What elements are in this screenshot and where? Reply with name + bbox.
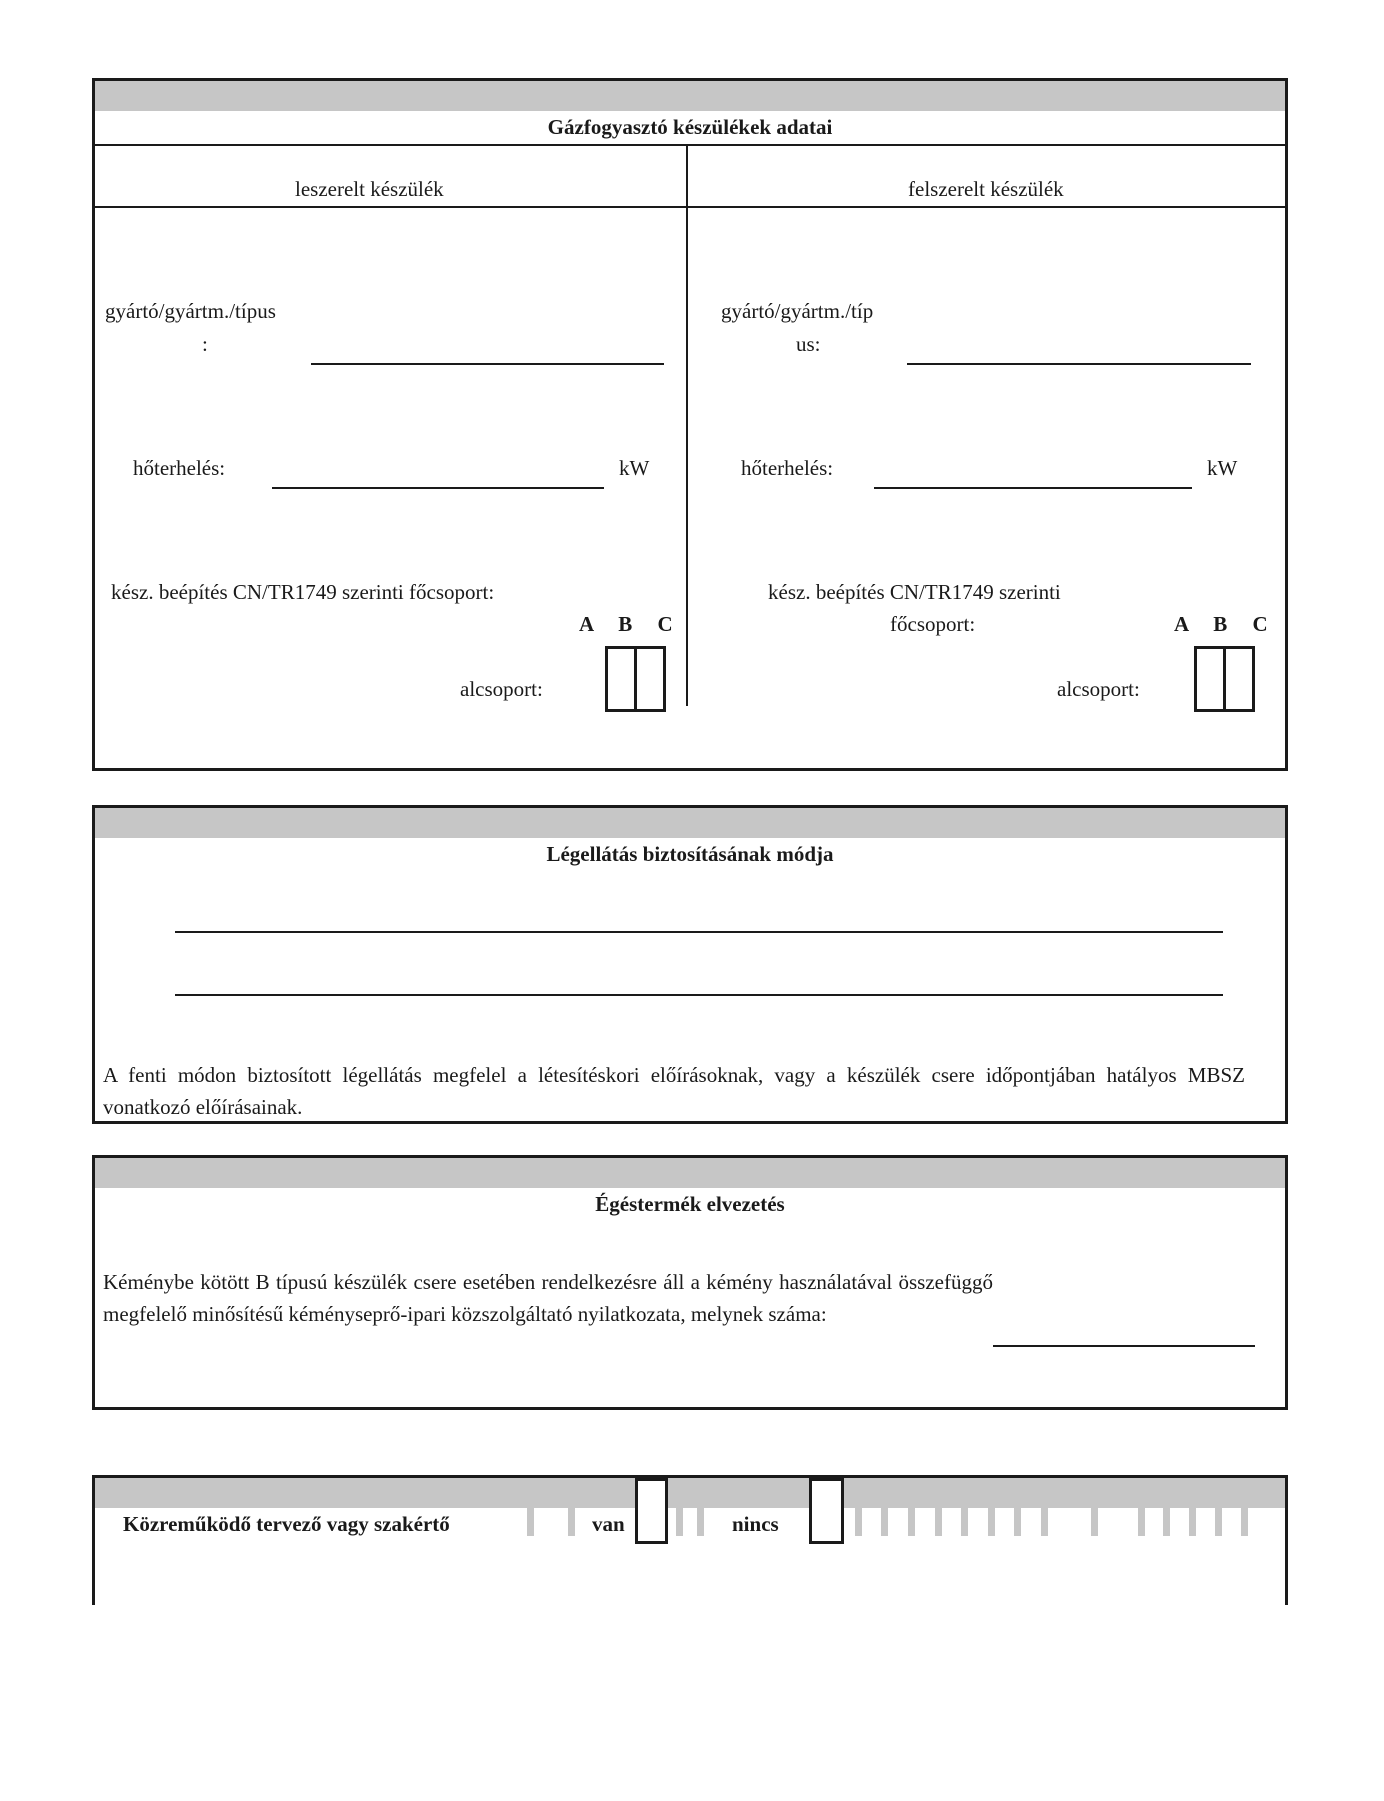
right-type-field[interactable] (907, 363, 1251, 365)
installed-appliance-header: felszerelt készülék (908, 177, 1064, 201)
tick-mark (1091, 1508, 1098, 1536)
tick-mark (1189, 1508, 1196, 1536)
air-supply-field-2[interactable] (175, 994, 1223, 996)
right-subgroup-label: alcsoport: (1057, 677, 1140, 701)
left-type-field[interactable] (311, 363, 664, 365)
tick-mark (881, 1508, 888, 1536)
right-heat-field[interactable] (874, 487, 1192, 489)
appliance-data-section (92, 78, 1288, 771)
section-header-bar (95, 808, 1285, 838)
air-supply-note: A fenti módon biztosított légellátás megfelel a létesítéskori előírásoknak, vagy a készülék csere időpontjában hatályos MBSZ vonatkozó előírásainak. (103, 1063, 1245, 1119)
tick-mark (676, 1508, 683, 1536)
designer-expert-label: Közreműködő tervező vagy szakértő (123, 1512, 450, 1536)
title-divider (95, 144, 1285, 146)
left-heat-label: hőterhelés: (133, 456, 226, 480)
air-supply-field-1[interactable] (175, 931, 1223, 933)
tick-mark (908, 1508, 915, 1536)
option-no-label: nincs (732, 1512, 779, 1536)
right-subgroup-box-1[interactable] (1194, 646, 1226, 712)
flue-gas-text: Kéménybe kötött B típusú készülék csere esetében rendelkezésre áll a kémény használatával összefüggő megfelelő minősítésű kéményseprő-ipari közszolgáltató nyilatkozata, melynek száma: (103, 1270, 993, 1326)
tick-mark (988, 1508, 995, 1536)
tick-mark (961, 1508, 968, 1536)
left-heat-field[interactable] (272, 487, 604, 489)
left-abc-labels: A B C (579, 612, 683, 636)
option-yes-label: van (592, 1512, 625, 1536)
right-heat-label: hőterhelés: (741, 456, 834, 480)
left-subgroup-box-2[interactable] (634, 646, 666, 712)
designer-expert-section (92, 1475, 1288, 1605)
tick-mark (697, 1508, 704, 1536)
tick-mark (1138, 1508, 1145, 1536)
right-heat-unit: kW (1207, 456, 1238, 480)
air-supply-section (92, 805, 1288, 1124)
tick-mark (1014, 1508, 1021, 1536)
tick-mark (1215, 1508, 1222, 1536)
section-header-bar (95, 1478, 1285, 1508)
right-group-label-cont: főcsoport: (890, 612, 976, 636)
left-type-label-colon: : (202, 332, 208, 356)
left-heat-unit: kW (619, 456, 650, 480)
removed-appliance-header: leszerelt készülék (295, 177, 444, 201)
tick-mark (935, 1508, 942, 1536)
right-group-label: kész. beépítés CN/TR1749 szerinti (768, 580, 1061, 604)
tick-mark (1163, 1508, 1170, 1536)
tick-mark (568, 1508, 575, 1536)
section-title: Gázfogyasztó készülékek adatai (547, 115, 833, 139)
right-subgroup-box-2[interactable] (1223, 646, 1255, 712)
left-type-label: gyártó/gyártm./típus (105, 299, 276, 323)
left-subgroup-label: alcsoport: (460, 677, 543, 701)
header-divider (95, 206, 1285, 208)
right-abc-labels: A B C (1174, 612, 1278, 636)
left-group-label: kész. beépítés CN/TR1749 szerinti főcsoport: (111, 580, 495, 604)
section-title: Égéstermék elvezetés (595, 1192, 785, 1216)
right-type-label-cont: us: (796, 332, 821, 356)
section-header-bar (95, 81, 1285, 111)
tick-mark (1041, 1508, 1048, 1536)
option-yes-checkbox[interactable] (635, 1478, 668, 1544)
declaration-number-field[interactable] (993, 1345, 1255, 1347)
tick-mark (527, 1508, 534, 1536)
tick-mark (1241, 1508, 1248, 1536)
option-no-checkbox[interactable] (809, 1478, 844, 1544)
flue-gas-section (92, 1155, 1288, 1410)
left-subgroup-box-1[interactable] (605, 646, 637, 712)
tick-mark (855, 1508, 862, 1536)
right-type-label: gyártó/gyártm./típ (721, 299, 874, 323)
column-divider (686, 144, 688, 706)
section-header-bar (95, 1158, 1285, 1188)
section-title: Légellátás biztosításának módja (546, 842, 834, 866)
